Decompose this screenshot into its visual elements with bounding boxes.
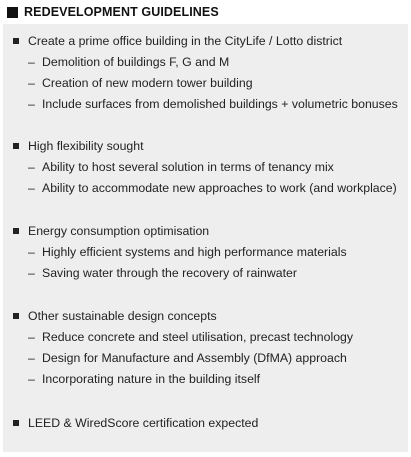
square-bullet-icon — [13, 420, 19, 426]
sub-item-text: Incorporating nature in the building itself — [42, 372, 261, 386]
sub-item — [28, 158, 334, 176]
sub-item-text: Ability to accommodate new approaches to work (and workplace) — [42, 181, 397, 195]
bullet-text: Energy consumption optimisation — [28, 224, 210, 238]
sub-item-text: Reduce concrete and steel utilisation, precast technology — [42, 330, 354, 344]
sub-item — [28, 264, 297, 282]
sub-item-text: Highly efficient systems and high performance materials — [42, 245, 347, 259]
dash-icon: – — [28, 351, 35, 365]
dash-icon: – — [28, 97, 35, 111]
square-bullet-icon — [13, 143, 19, 149]
sub-item-text: Demolition of buildings F, G and M — [42, 55, 230, 69]
dash-icon: – — [28, 160, 35, 174]
sub-item — [28, 328, 353, 346]
bullet-text: LEED & WiredScore certification expected — [28, 416, 259, 430]
sub-item — [28, 53, 229, 71]
bullet-item — [13, 414, 258, 432]
sub-item — [28, 179, 397, 197]
square-bullet-icon — [13, 313, 19, 319]
section-header — [7, 2, 219, 22]
square-bullet-icon — [13, 38, 19, 44]
bullet-text: High flexibility sought — [28, 139, 144, 153]
section-title: REDEVELOPMENT GUIDELINES — [24, 5, 219, 19]
dash-icon: – — [28, 55, 35, 69]
sub-item — [28, 95, 398, 113]
sub-item — [28, 349, 347, 367]
dash-icon: – — [28, 245, 35, 259]
sub-item-text: Ability to host several solution in terms of tenancy mix — [42, 160, 334, 174]
dash-icon: – — [28, 76, 35, 90]
guidelines-panel — [3, 24, 408, 452]
dash-icon: – — [28, 372, 35, 386]
header-square-icon — [7, 7, 18, 18]
square-bullet-icon — [13, 228, 19, 234]
sub-item — [28, 243, 347, 261]
bullet-item — [13, 307, 217, 325]
dash-icon: – — [28, 266, 35, 280]
dash-icon: – — [28, 330, 35, 344]
sub-item — [28, 74, 253, 92]
bullet-item — [13, 32, 342, 50]
dash-icon: – — [28, 181, 35, 195]
bullet-text: Create a prime office building in the CityLife / Lotto district — [28, 34, 343, 48]
sub-item-text: Design for Manufacture and Assembly (DfMA) approach — [42, 351, 347, 365]
sub-item-text: Include surfaces from demolished buildings + volumetric bonuses — [42, 97, 398, 111]
sub-item-text: Creation of new modern tower building — [42, 76, 253, 90]
bullet-item — [13, 222, 209, 240]
bullet-text: Other sustainable design concepts — [28, 309, 217, 323]
sub-item-text: Saving water through the recovery of rainwater — [42, 266, 297, 280]
bullet-item — [13, 137, 144, 155]
sub-item — [28, 370, 260, 388]
